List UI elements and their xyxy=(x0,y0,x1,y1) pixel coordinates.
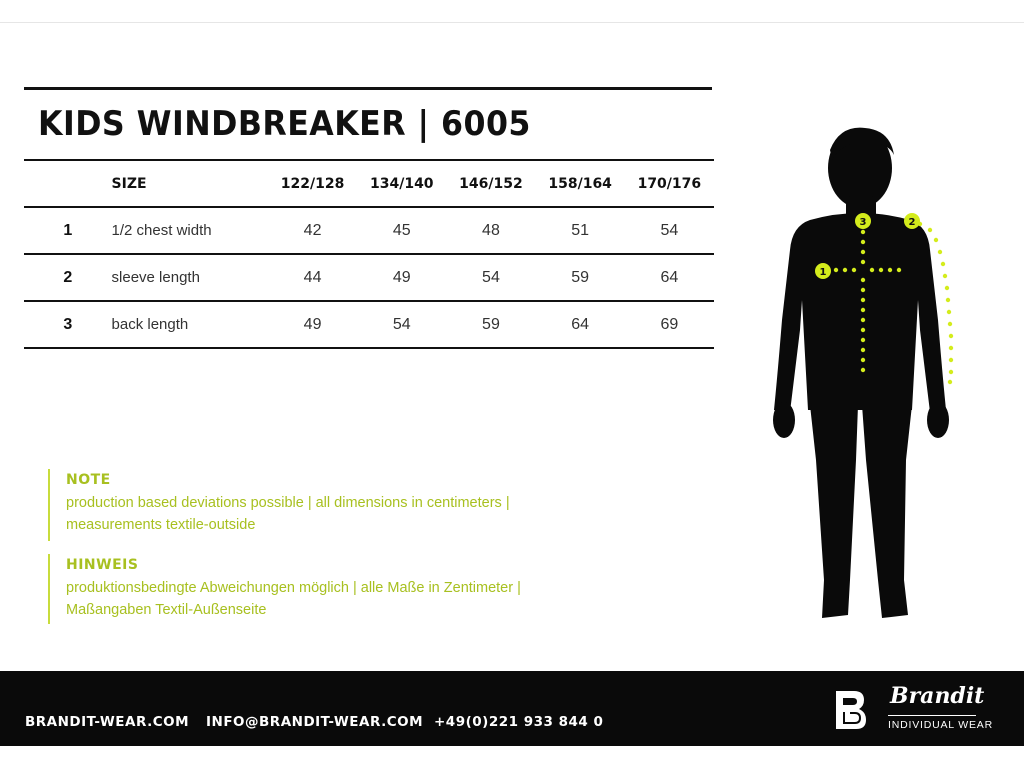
hinweis-line: produktionsbedingte Abweichungen möglich | alle Maße in Zentimeter | xyxy=(66,580,521,596)
table-cell: 51 xyxy=(571,221,590,239)
row-label: sleeve length xyxy=(111,269,200,286)
hinweis-heading: HINWEIS xyxy=(66,557,139,573)
size-header-170-176: 170/176 xyxy=(637,175,702,192)
table-cell: 49 xyxy=(303,315,322,333)
silhouette-icon xyxy=(773,128,949,618)
row-label: 1/2 chest width xyxy=(111,222,212,239)
size-column-header: SIZE xyxy=(111,175,147,192)
footer-bar xyxy=(0,671,1024,746)
table-cell: 59 xyxy=(482,315,500,333)
kid-silhouette-figure xyxy=(770,120,980,630)
table-cell: 45 xyxy=(392,221,411,239)
row-label: back length xyxy=(111,316,189,333)
hinweis-line: Maßangaben Textil-Außenseite xyxy=(66,602,267,618)
table-cell: 64 xyxy=(571,315,590,333)
size-header-134-140: 134/140 xyxy=(369,175,434,192)
note-german xyxy=(66,557,626,621)
table-cell: 42 xyxy=(303,221,322,239)
table-cell: 49 xyxy=(392,268,411,286)
empty-header-cell xyxy=(24,160,112,207)
size-chart-table xyxy=(24,159,714,349)
table-cell: 59 xyxy=(571,268,590,286)
footer-phone: +49(0)221 933 844 0 xyxy=(434,714,604,730)
row-number: 2 xyxy=(63,268,73,286)
table-header-row xyxy=(24,160,714,207)
table-cell: 54 xyxy=(392,315,411,333)
marker-2-label: 2 xyxy=(908,217,916,228)
page-title: KIDS WINDBREAKER | 6005 xyxy=(38,104,531,144)
note-english xyxy=(66,472,626,536)
brand-name-logo: Brandit xyxy=(890,683,985,709)
table-row xyxy=(24,301,714,348)
size-header-122-128: 122/128 xyxy=(280,175,345,192)
marker-1-label: 1 xyxy=(819,267,827,278)
title-top-rule xyxy=(24,87,712,90)
table-cell: 44 xyxy=(303,268,322,286)
table-cell: 54 xyxy=(660,221,679,239)
table-cell: 69 xyxy=(660,315,679,333)
note-accent-bar xyxy=(48,469,50,541)
size-header-158-164: 158/164 xyxy=(548,175,612,192)
table-cell: 54 xyxy=(482,268,500,286)
table-cell: 64 xyxy=(660,268,679,286)
size-header-146-152: 146/152 xyxy=(459,175,523,192)
row-number: 3 xyxy=(63,315,73,333)
note-line: production based deviations possible | all dimensions in centimeters | xyxy=(66,495,510,511)
table-cell: 48 xyxy=(482,221,500,239)
table-row xyxy=(24,207,714,254)
hinweis-accent-bar xyxy=(48,554,50,624)
brandit-logo-icon xyxy=(834,689,868,731)
brand-tagline: INDIVIDUAL WEAR xyxy=(888,719,993,731)
footer-email-link[interactable]: INFO@BRANDIT-WEAR.COM xyxy=(206,714,424,730)
marker-3-label: 3 xyxy=(859,217,867,228)
row-number: 1 xyxy=(63,221,73,239)
note-line: measurements textile-outside xyxy=(66,517,256,533)
top-border xyxy=(0,22,1024,23)
note-heading: NOTE xyxy=(66,472,111,488)
footer-website-link[interactable]: BRANDIT-WEAR.COM xyxy=(25,714,190,730)
brand-underline xyxy=(888,715,976,716)
table-row xyxy=(24,254,714,301)
